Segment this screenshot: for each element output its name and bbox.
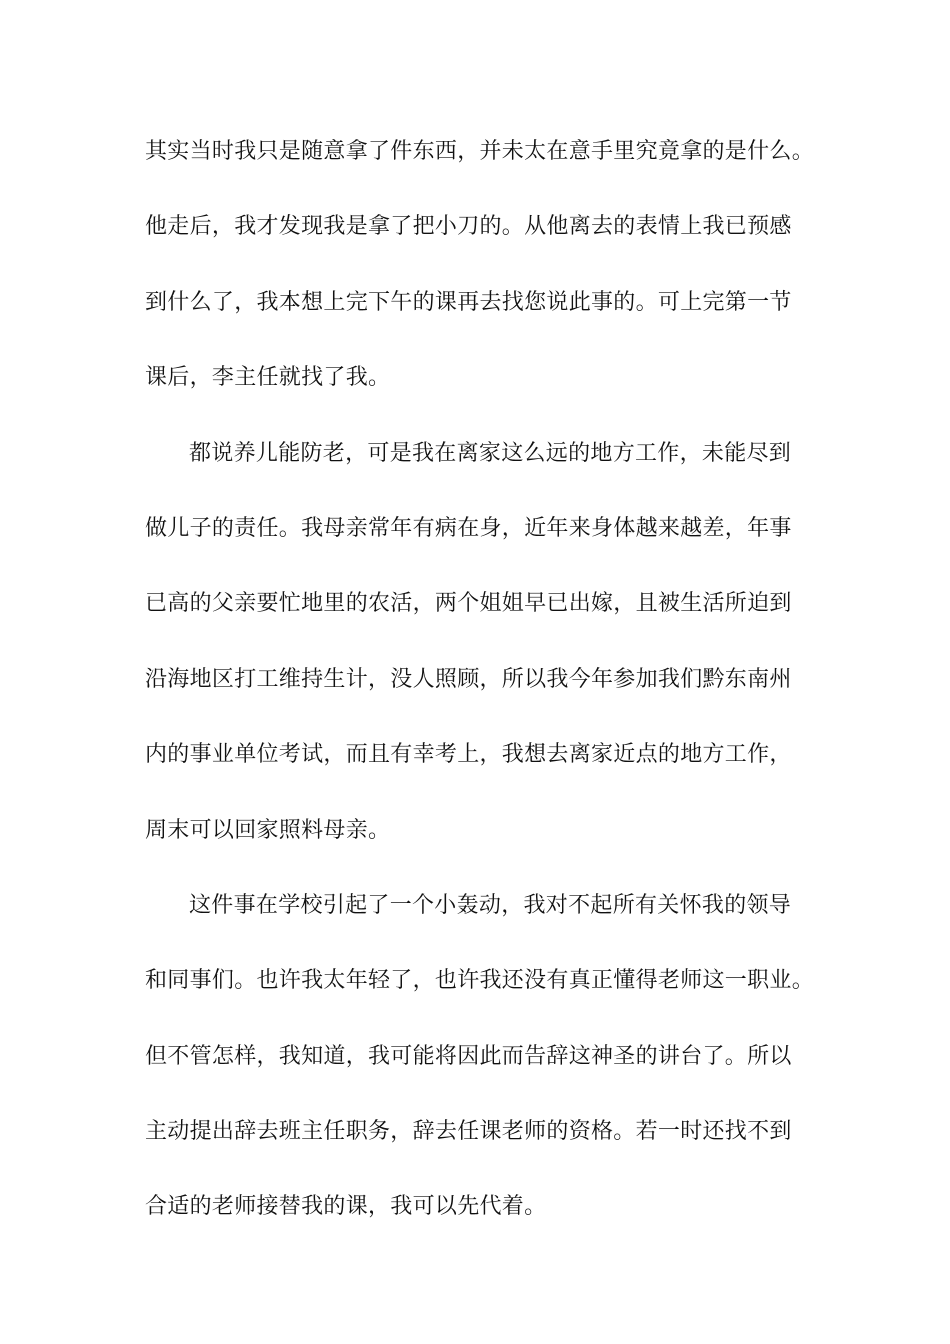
paragraph-line: 内的事业单位考试，而且有幸考上，我想去离家近点的地方工作，: [145, 742, 792, 768]
paragraph-line: 这件事在学校引起了一个小轰动，我对不起所有关怀我的领导: [189, 892, 792, 918]
paragraph-1: [145, 128, 815, 430]
paragraph-line: 但不管怎样，我知道，我可能将因此而告辞这神圣的讲台了。所以: [145, 1043, 792, 1069]
paragraph-line: 和同事们。也许我太年轻了，也许我还没有真正懂得老师这一职业。: [145, 968, 815, 994]
paragraph-line: 做儿子的责任。我母亲常年有病在身，近年来身体越来越差，年事: [145, 515, 792, 541]
paragraph-line: 周末可以回家照料母亲。: [145, 817, 391, 843]
paragraph-line: 他走后，我才发现我是拿了把小刀的。从他离去的表情上我已预感: [145, 214, 792, 240]
paragraph-line: 主动提出辞去班主任职务，辞去任课老师的资格。若一时还找不到: [145, 1119, 792, 1145]
paragraph-2: [145, 430, 815, 882]
paragraph-line: 课后，李主任就找了我。: [145, 365, 391, 391]
paragraph-line: 已高的父亲要忙地里的农活，两个姐姐早已出嫁，且被生活所迫到: [145, 591, 792, 617]
paragraph-line: 其实当时我只是随意拿了件东西，并未太在意手里究竟拿的是什么。: [145, 139, 815, 164]
paragraph-3: [145, 882, 815, 1259]
paragraph-line: 都说养儿能防老，可是我在离家这么远的地方工作，未能尽到: [189, 440, 792, 466]
paragraph-line: 合适的老师接替我的课，我可以先代着。: [145, 1194, 547, 1220]
paragraph-line: 沿海地区打工维持生计，没人照顾，所以我今年参加我们黔东南州: [145, 666, 792, 692]
paragraph-line: 到什么了，我本想上完下午的课再去找您说此事的。可上完第一节: [145, 289, 792, 315]
document-body: [145, 128, 815, 1259]
